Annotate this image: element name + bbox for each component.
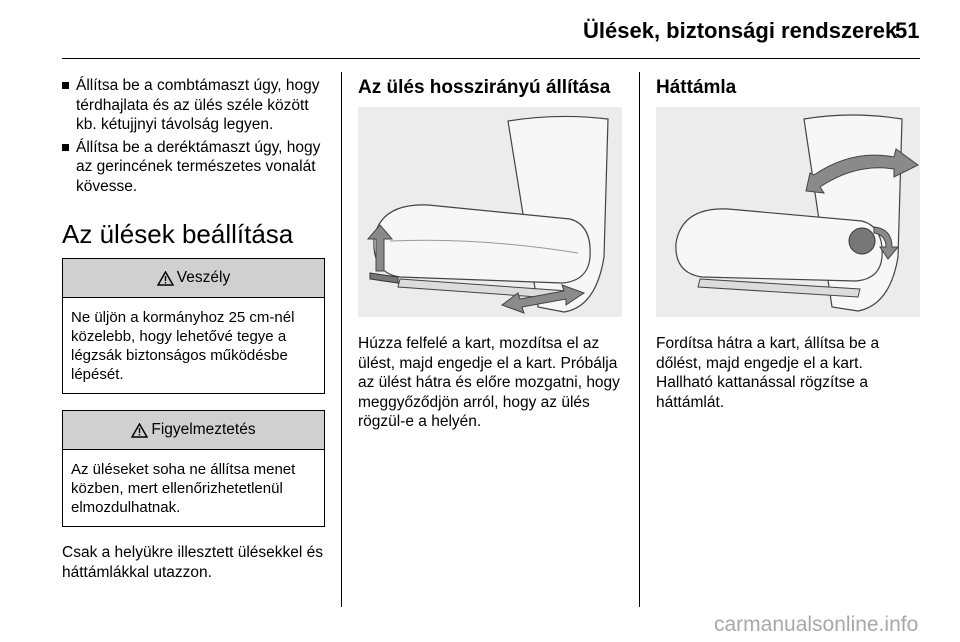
bullet-list	[62, 76, 325, 196]
watermark: carmanualsonline.info	[714, 613, 919, 636]
bullet-text: Állítsa be a deréktámaszt úgy, hogy az gerincének természetes vonalát kövesse.	[76, 138, 321, 195]
section-heading: Az ülések beállítása	[62, 219, 294, 249]
left-column	[62, 76, 325, 582]
warning-triangle-icon	[131, 423, 148, 438]
safety-note: Csak a helyükre illesztett ülésekkel és háttámlákkal utazzon.	[62, 544, 324, 581]
warning-box-title: Figyelmeztetés	[151, 421, 256, 438]
page-header-title: Ülések, biztonsági rendszerek	[583, 18, 898, 43]
page-number: 51	[895, 18, 920, 43]
warning-box-header	[63, 411, 324, 450]
warning-box-body: Az üléseket soha ne állítsa menet közben, mert ellenőrizhetetlenül elmozdulhatnak.	[71, 461, 296, 516]
longitudinal-adjust-text: Húzza felfelé a kart, mozdítsa el az ülést, majd engedje el a kart. Próbálja az ülést hátra és előre mozgatni, hogy meggyőződjön arról, hogy az ülés rögzül-e a helyén.	[358, 335, 620, 430]
seat-backrest	[804, 115, 902, 311]
bullet-square-icon	[62, 144, 69, 151]
backrest-recline-illustration	[656, 107, 920, 317]
warning-box	[62, 410, 325, 527]
column-divider-left	[341, 72, 342, 607]
seat-longitudinal-illustration	[358, 107, 622, 317]
warning-triangle-icon	[157, 271, 174, 286]
danger-box-title: Veszély	[176, 269, 231, 286]
list-item	[62, 76, 325, 135]
backrest-heading: Háttámla	[656, 77, 737, 98]
recline-knob	[849, 228, 875, 254]
danger-box-body: Ne üljön a kormányhoz 25 cm-nél közelebb, hogy lehetővé tegye a légzsák biztonságos működésbe lépését.	[71, 309, 295, 383]
bullet-square-icon	[62, 82, 69, 89]
list-item	[62, 138, 325, 197]
column-divider-right	[639, 72, 640, 607]
backrest-text: Fordítsa hátra a kart, állítsa be a dőlést, majd engedje el a kart. Hallható kattanással rögzítse a háttámlát.	[656, 335, 880, 411]
bullet-text: Állítsa be a combtámaszt úgy, hogy térdhajlata és az ülés széle között kb. kétujjnyi távolság legyen.	[76, 77, 320, 133]
header-divider	[62, 58, 920, 59]
middle-column	[358, 76, 622, 432]
longitudinal-adjust-heading: Az ülés hosszirányú állítása	[358, 77, 611, 98]
right-column	[656, 76, 920, 412]
danger-box-header	[63, 259, 324, 298]
danger-box	[62, 258, 325, 394]
